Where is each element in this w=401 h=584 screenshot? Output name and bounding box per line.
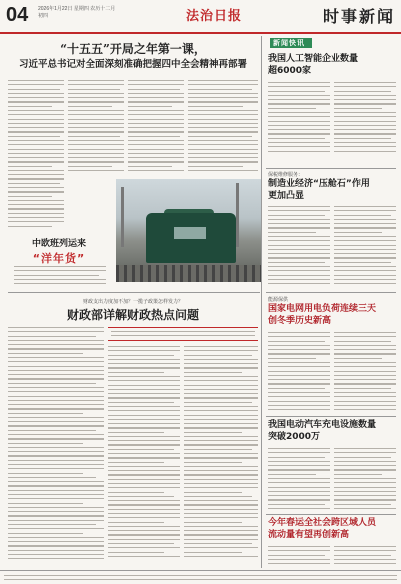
rails-shape <box>116 265 261 282</box>
divider <box>266 168 396 169</box>
crane-shape <box>236 183 239 247</box>
side-story2-kicker: 保税维修服务： <box>268 172 304 178</box>
date-info: 2026年1月22日 星期四 农历十二月初四 <box>38 6 116 19</box>
divider <box>266 416 396 417</box>
side-story3-kicker: 能源保供 <box>268 297 289 303</box>
footer-text <box>4 575 397 583</box>
train-photo <box>116 179 261 282</box>
side-story4-text-b <box>334 448 396 512</box>
bottom-column-1 <box>8 327 104 567</box>
page-footer <box>0 570 401 584</box>
side-story1-text-a <box>268 82 330 156</box>
lead-column-3 <box>128 80 184 176</box>
divider <box>8 292 260 293</box>
side-story4-text-a <box>268 448 330 512</box>
side-story3-title-line1: 国家电网用电负荷连续三天 <box>268 304 377 314</box>
bottom-column-3 <box>184 346 258 567</box>
page-header <box>0 0 401 34</box>
lead-title-line2: 习近平总书记对全面深刻准确把握四中全会精神再部署 <box>18 59 247 70</box>
lead-column-1 <box>8 80 64 230</box>
lead-column-4 <box>188 80 258 176</box>
lead-column-2 <box>68 80 124 176</box>
side-story2-text-b <box>334 206 396 290</box>
side-story1-title-line1: 我国人工智能企业数量 <box>268 54 359 64</box>
photo-caption-text <box>14 266 106 286</box>
lead-title-line1: “十五五”开局之年第一课， <box>60 42 206 56</box>
bottom-title: 财政部详解财政热点问题 <box>66 308 199 322</box>
crane-shape <box>121 187 124 247</box>
side-story2-text-a <box>268 206 330 290</box>
bottom-column-2 <box>108 346 180 567</box>
side-story2-title-line1: 制造业经济“压舱石”作用 <box>268 179 370 189</box>
side-story2-title-line2: 更加凸显 <box>268 191 305 201</box>
side-story3-text-b <box>334 332 396 414</box>
pull-quote-box <box>108 327 258 341</box>
side-story4-title-line2: 突破2000万 <box>268 432 321 442</box>
column-divider <box>261 36 262 568</box>
photo-caption-line2: “洋年货” <box>32 252 86 265</box>
side-story3-text-a <box>268 332 330 414</box>
divider <box>266 292 396 293</box>
photo-caption-line1: 中欧班列运来 <box>31 239 86 249</box>
tag-label: 新闻快讯 <box>273 39 305 47</box>
divider <box>266 514 396 515</box>
newspaper-logo: 法治日报 <box>186 9 243 24</box>
side-story5-title-line2: 流动量有望再创新高 <box>268 530 350 540</box>
train-window-shape <box>174 227 206 239</box>
bottom-kicker: 财政支出力度加不加？一揽子政策怎样发力？ <box>82 299 183 305</box>
side-story5-text-a <box>268 546 330 568</box>
pull-quote-text <box>111 331 255 340</box>
side-story5-title-line1: 今年春运全社会跨区域人员 <box>268 518 377 528</box>
side-story4-title-line1: 我国电动汽车充电设施数量 <box>268 420 377 430</box>
side-story3-title-line2: 创冬季历史新高 <box>268 316 332 326</box>
section-title: 时事新闻 <box>322 7 395 26</box>
side-story5-text-b <box>334 546 396 568</box>
side-story1-text-b <box>334 82 396 156</box>
page-number: 04 <box>6 4 29 26</box>
side-story1-title-line2: 超6000家 <box>268 66 312 76</box>
